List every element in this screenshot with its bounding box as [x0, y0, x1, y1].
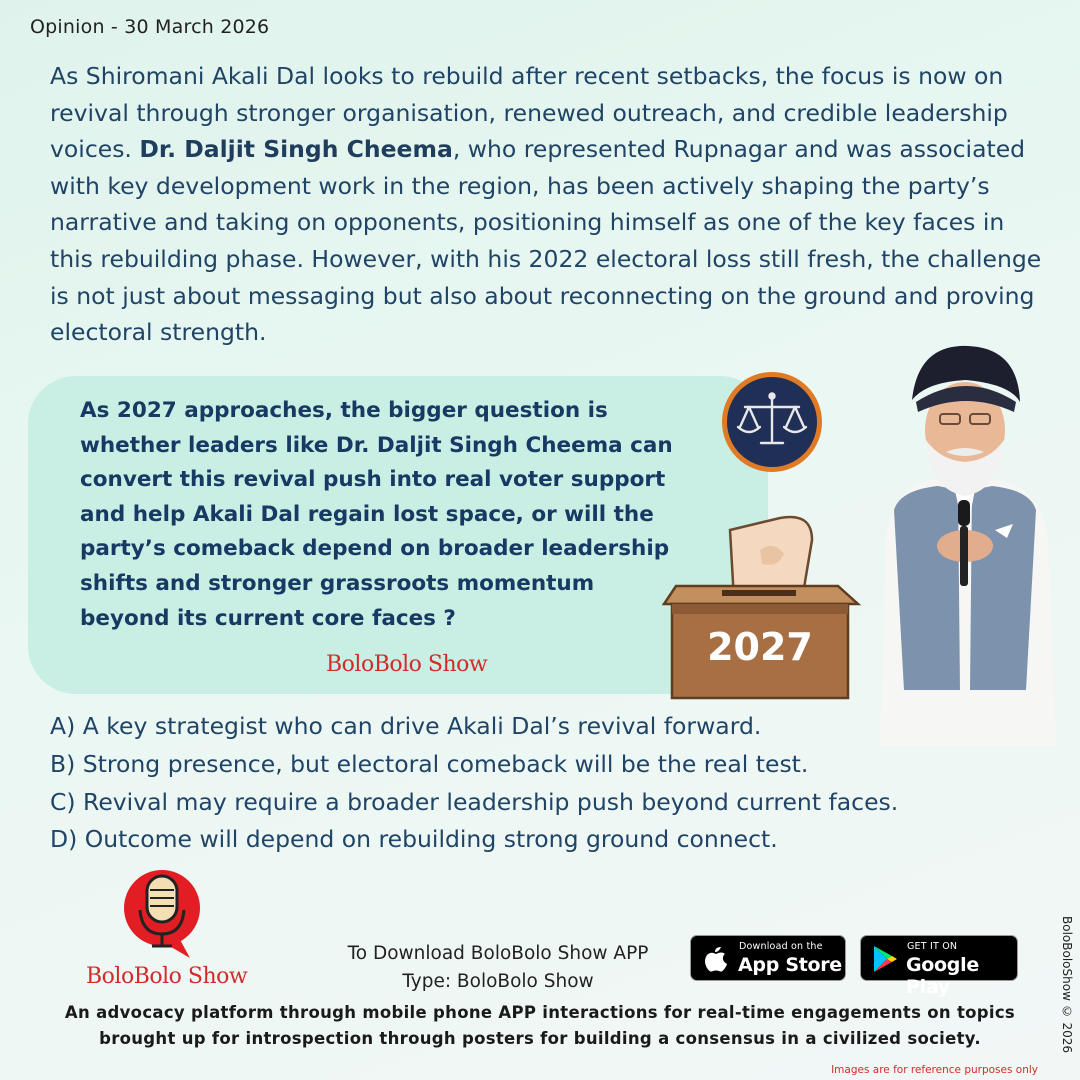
intro-text-start: As Shiromani Akali Dal looks to rebuild after recent setbacks, the focus is now on revival through stronger organisation, renewed outreach, and credible leadership voices. — [50, 62, 1008, 164]
download-instructions — [310, 940, 686, 996]
image-disclaimer: Images are for reference purposes only — [831, 1064, 1038, 1076]
option-c[interactable]: C) Revival may require a broader leadership push beyond current faces. — [50, 787, 899, 816]
download-line-2: Type: BoloBolo Show — [402, 971, 594, 992]
option-b[interactable]: B) Strong presence, but electoral comeback will be the real test. — [50, 749, 809, 778]
option-d[interactable]: D) Outcome will depend on rebuilding strong ground connect. — [50, 825, 778, 854]
brand-wordmark-footer: BoloBolo Show — [86, 964, 248, 989]
googleplay-big-text: Google Play — [906, 954, 979, 998]
google-play-button[interactable] — [860, 935, 1018, 998]
copyright-vertical: BoloBoloShow © 2026 — [1060, 916, 1074, 1054]
googleplay-small-text: GET IT ON — [907, 941, 958, 952]
tagline-line-2: brought up for introspection through posters for building a consensus in a civilized society. — [99, 1029, 981, 1048]
brand-wordmark-inline: BoloBolo Show — [326, 652, 488, 677]
google-play-icon — [871, 944, 899, 974]
appstore-big-text: App Store — [738, 954, 842, 976]
leader-portrait — [860, 340, 1070, 746]
download-line-1: To Download BoloBolo Show APP — [347, 943, 649, 964]
highlight-name: Dr. Daljit Singh Cheema — [139, 135, 453, 164]
mic-icon — [120, 866, 204, 962]
appstore-small-text: Download on the — [739, 941, 823, 952]
intro-paragraph — [50, 58, 1050, 351]
poll-options — [50, 708, 950, 859]
intro-text-end: , who represented Rupnagar and was associated with key development work in the region, has been actively shaping the party’s narrative and taking on opponents, positioning himself as one of the key faces in this rebuilding phase. However, with his 2022 electoral loss still fresh, the challenge is not just about messaging but also about reconnecting on the ground and proving electoral strength. — [50, 135, 1042, 347]
ballot-year-label: 2027 — [707, 625, 813, 669]
poll-question: As 2027 approaches, the bigger question is whether leaders like Dr. Daljit Singh Cheema can convert this revival push into real voter support and help Akali Dal regain lost space, or will the party’s comeback depend on broader leadership shifts and stronger grassroots momentum beyond its current core faces ? — [80, 398, 673, 631]
dateline: Opinion - 30 March 2026 — [30, 16, 270, 38]
scales-icon — [722, 372, 822, 472]
app-store-button[interactable] — [690, 935, 846, 981]
option-a[interactable]: A) A key strategist who can drive Akali Dal’s revival forward. — [50, 712, 762, 740]
tagline-line-1: An advocacy platform through mobile phone APP interactions for real-time engagements on topics — [64, 1003, 1016, 1022]
platform-tagline — [20, 1000, 1060, 1052]
apple-icon — [703, 943, 729, 973]
ballot-box-icon — [662, 500, 862, 700]
